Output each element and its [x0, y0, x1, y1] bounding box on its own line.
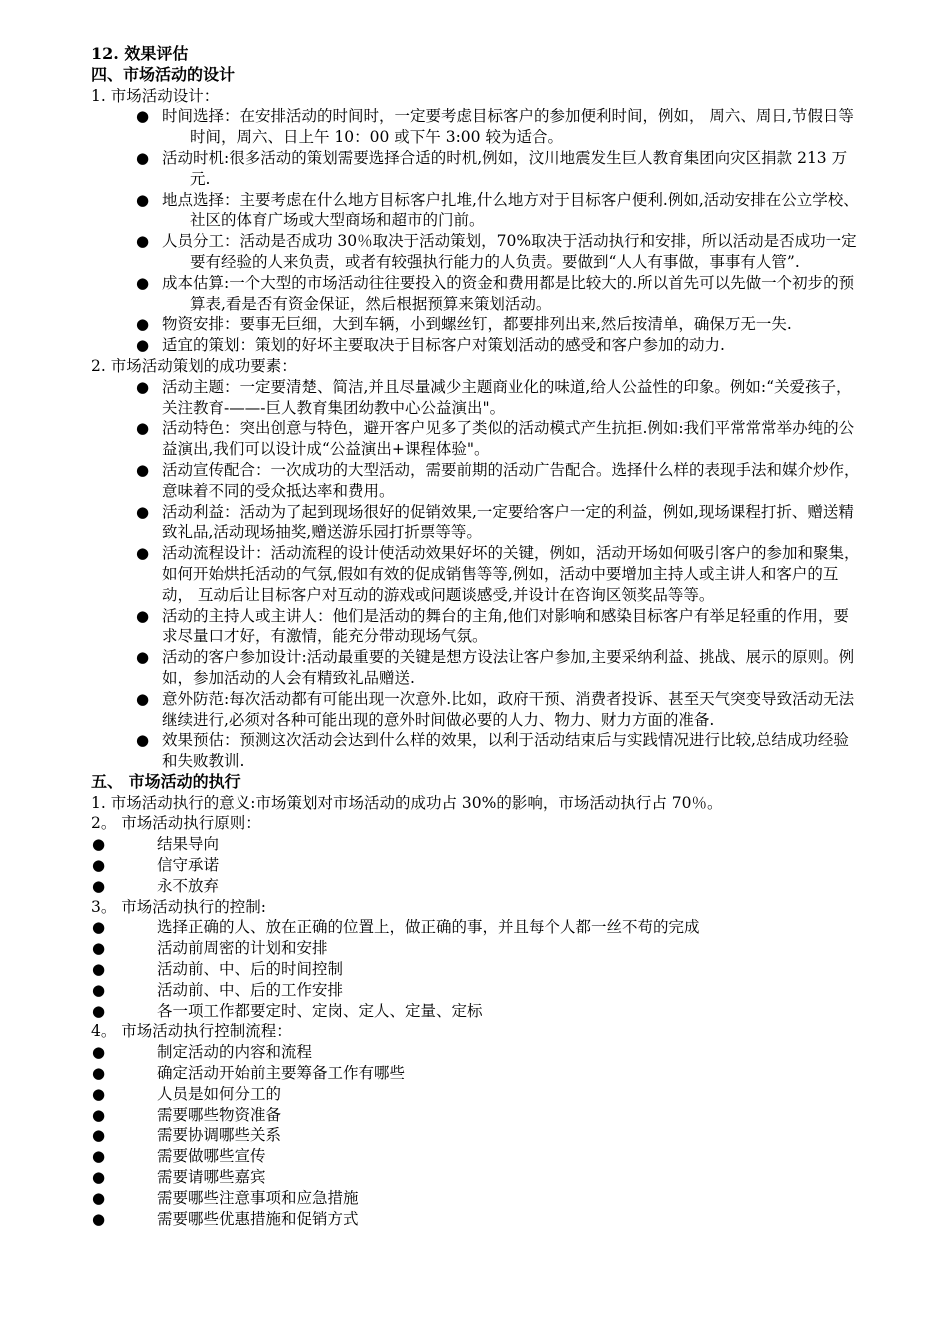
- bullet-icon: ●: [92, 1084, 106, 1103]
- bullet-icon: ●: [136, 273, 150, 292]
- list-item: ● 活动前周密的计划和安排: [92, 939, 328, 958]
- bullet-icon: ●: [136, 419, 150, 438]
- bullet-icon: ●: [92, 1001, 106, 1020]
- bullet-icon: ●: [136, 606, 150, 625]
- bullet-icon: ●: [92, 1188, 106, 1207]
- list-item: ● 活动流程设计：活动流程的设计使活动效果好坏的关键，例如，活动开场如何吸引客户的参加和聚集，如何开始烘托活动的气氛,假如有效的促成销售等等,例如，活动中要增加主持人或主讲人和客户的互动， 互动后让目标客户对互动的游戏或问题谈感受,并设计在咨询区领奖品等等。: [136, 544, 860, 604]
- section4-title: 四、市场活动的设计: [91, 64, 236, 84]
- bullet-icon: ●: [136, 107, 150, 126]
- list-item: ● 确定活动开始前主要筹备工作有哪些: [92, 1064, 406, 1083]
- bullet-icon: ●: [136, 148, 150, 167]
- section5-p3-title: 3。 市场活动执行的控制:: [91, 897, 267, 916]
- section4-sub1-title: 1. 市场活动设计：: [91, 86, 220, 105]
- list-item: ● 人员分工：活动是否成功 30％取决于活动策划，70%取决于活动执行和安排，所以活动是否成功一定要有经验的人来负责，或者有较强执行能力的人负责。要做到“人人有事做，事事有人管”.: [136, 232, 857, 271]
- list-item: ● 活动特色：突出创意与特色，避开客户见多了类似的活动模式产生抗拒.例如:我们平常常常举办纯的公益演出,我们可以设计成“公益演出+课程体验"。: [136, 419, 855, 459]
- bullet-icon: ●: [92, 1105, 106, 1124]
- bullet-icon: ●: [92, 980, 106, 999]
- bullet-icon: ●: [92, 1043, 106, 1062]
- list-item: ● 活动时机:很多活动的策划需要选择合适的时机,例如，汶川地震发生巨人教育集团向灾区捐款 213 万元.: [136, 148, 848, 188]
- section5-p4-title: 4。 市场活动执行控制流程：: [91, 1022, 292, 1041]
- bullet-icon: ●: [136, 460, 150, 479]
- list-item: ● 信守承诺: [92, 856, 220, 875]
- list-item: ● 需要做哪些宣传: [92, 1147, 266, 1166]
- list-item: ● 需要哪些优惠措施和促销方式: [92, 1209, 359, 1228]
- section4-sub2-title: 2. 市场活动策划的成功要素：: [91, 356, 297, 375]
- list-item: ● 物资安排：要事无巨细，大到车辆，小到螺丝钉，都要排列出来,然后按清单，确保万无一失.: [136, 315, 792, 334]
- bullet-icon: ●: [136, 315, 150, 334]
- list-item: ● 活动主题：一定要清楚、简洁,并且尽量减少主题商业化的味道,给人公益性的印象。例如:“关爱孩子，关注教育-——-巨人教育集团幼教中心公益演出"。: [136, 377, 852, 417]
- section5-p2-title: 2。 市场活动执行原则：: [91, 814, 261, 833]
- bullet-icon: ●: [136, 648, 150, 667]
- list-item: ● 结果导向: [92, 835, 220, 854]
- section5-title: 五、 市场活动的执行: [91, 771, 241, 791]
- list-item: ● 效果预估：预测这次活动会达到什么样的效果，以利于活动结束后与实践情况进行比较,总结成功经验和失败教训.: [136, 731, 849, 771]
- list-item: ● 需要哪些物资准备: [92, 1105, 282, 1124]
- list-item: ● 成本估算:一个大型的市场活动往往要投入的资金和费用都是比较大的.所以首先可以先做一个初步的预算表,看是否有资金保证，然后根据预算来策划活动。: [136, 273, 855, 313]
- list-item: ● 活动前、中、后的工作安排: [92, 980, 344, 999]
- list-item: ● 需要请哪些嘉宾: [92, 1168, 266, 1187]
- bullet-icon: ●: [92, 1209, 106, 1228]
- bullet-icon: ●: [92, 856, 106, 875]
- list-item: ● 选择正确的人、放在正确的位置上，做正确的事，并且每个人都一丝不苟的完成: [92, 918, 700, 937]
- bullet-icon: ●: [136, 190, 150, 209]
- list-item: ● 活动利益：活动为了起到现场很好的促销效果,一定要给客户一定的利益，例如,现场课程打折、赠送精致礼品,活动现场抽奖,赠送游乐园打折票等等。: [136, 502, 854, 542]
- bullet-icon: ●: [92, 1126, 106, 1145]
- list-item: ● 活动前、中、后的时间控制: [92, 960, 344, 979]
- bullet-icon: ●: [136, 377, 150, 396]
- bullet-icon: ●: [92, 1064, 106, 1083]
- document-page: [0, 44, 950, 1229]
- list-item: ● 活动的客户参加设计:活动最重要的关键是想方设法让客户参加,主要采纳利益、挑战、展示的原则。例如，参加活动的人会有精致礼品赠送.: [136, 648, 855, 687]
- list-item: ● 需要协调哪些关系: [92, 1126, 282, 1145]
- list-item: ● 永不放弃: [92, 876, 220, 895]
- bullet-icon: ●: [92, 939, 106, 958]
- bullet-icon: ●: [92, 1147, 106, 1166]
- bullet-icon: ●: [92, 876, 106, 895]
- list-item: ● 人员是如何分工的: [92, 1084, 282, 1103]
- list-item: ● 各一项工作都要定时、定岗、定人、定量、定标: [92, 1001, 483, 1020]
- bullet-icon: ●: [136, 731, 150, 750]
- list-item: ● 制定活动的内容和流程: [92, 1043, 313, 1062]
- list-item: ● 时间选择：在安排活动的时间时，一定要考虑目标客户的参加便利时间，例如， 周六、周日,节假日等时间，周六、日上午 10：00 或下午 3:00 较为适合。: [136, 107, 854, 147]
- bullet-icon: ●: [92, 835, 106, 854]
- list-item: ● 地点选择：主要考虑在什么地方目标客户扎堆,什么地方对于目标客户便利.例如,活动安排在公立学校、社区的体育广场或大型商场和超市的门前。: [136, 190, 859, 230]
- list-item: ● 意外防范:每次活动都有可能出现一次意外.比如，政府干预、消费者投诉、甚至天气突变导致活动无法继续进行,必须对各种可能出现的意外时间做必要的人力、物力、财力方面的准备.: [136, 689, 855, 729]
- bullet-icon: ●: [136, 502, 150, 521]
- bullet-icon: ●: [136, 232, 150, 251]
- list-item: ● 适宜的策划：策划的好坏主要取决于目标客户对策划活动的感受和客户参加的动力.: [136, 336, 725, 355]
- bullet-icon: ●: [136, 689, 150, 708]
- bullet-icon: ●: [136, 336, 150, 355]
- list-item: ● 活动宣传配合：一次成功的大型活动，需要前期的活动广告配合。选择什么样的表现手法和媒介炒作，意味着不同的受众抵达率和费用。: [136, 460, 860, 500]
- bullet-icon: ●: [92, 918, 106, 937]
- heading-12: 12. 效果评估: [91, 44, 189, 63]
- section5-p1: 1. 市场活动执行的意义:市场策划对市场活动的成功占 30%的影响，市场活动执行占 70％。: [91, 793, 723, 812]
- bullet-icon: ●: [92, 1168, 106, 1187]
- list-item: ● 需要哪些注意事项和应急措施: [92, 1188, 359, 1207]
- bullet-icon: ●: [92, 960, 106, 979]
- list-item: ● 活动的主持人或主讲人：他们是活动的舞台的主角,他们对影响和感染目标客户有举足轻重的作用，要求尽量口才好，有激情，能充分带动现场气氛。: [136, 606, 849, 646]
- bullet-icon: ●: [136, 544, 150, 563]
